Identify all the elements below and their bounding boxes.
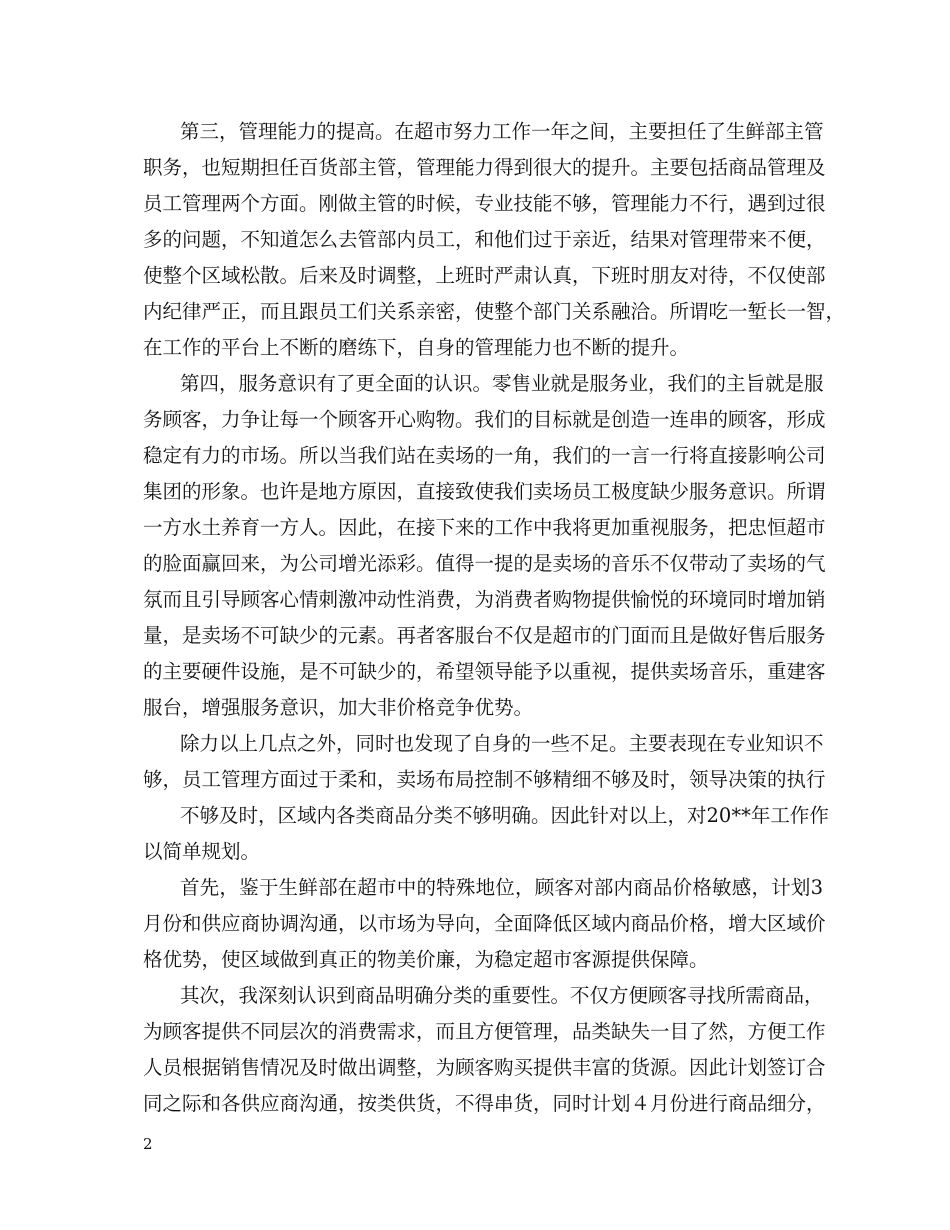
paragraph-line: 一方水土养育一方人。因此，在接下来的工作中我将更加重视服务，把忠恒超市 [143,516,826,539]
paragraph-line: 职务，也短期担任百货部主管，管理能力得到很大的提升。主要包括商品管理及 [143,156,826,179]
paragraph-line: 的主要硬件设施，是不可缺少的，希望领导能予以重视，提供卖场音乐，重建客 [143,660,826,683]
paragraph-line: 不够及时，区域内各类商品分类不够明确。因此针对以上，对20**年工作作 [180,804,829,827]
paragraph-line: 第四，服务意识有了更全面的认识。零售业就是服务业，我们的主旨就是服 [180,372,824,395]
paragraph-line: 使整个区域松散。后来及时调整，上班时严肃认真，下班时朋友对待，不仅使部 [143,264,826,287]
paragraph-line: 稳定有力的市场。所以当我们站在卖场的一角，我们的一言一行将直接影响公司 [143,444,826,467]
paragraph-line: 务顾客，力争让每一个顾客开心购物。我们的目标就是创造一连串的顾客，形成 [143,408,826,431]
paragraph-line: 格优势，使区域做到真正的物美价廉，为稳定超市客源提供保障。 [143,948,709,971]
paragraph-line: 第三，管理能力的提高。在超市努力工作一年之间，主要担任了生鲜部主管 [180,120,824,143]
paragraph-line: 氛而且引导顾客心情刺激冲动性消费，为消费者购物提供愉悦的环境同时增加销 [143,588,826,611]
paragraph-line: 月份和供应商协调沟通，以市场为导向，全面降低区域内商品价格，增大区域价 [143,912,826,935]
page-number: 2 [143,1135,153,1153]
paragraph-line: 除力以上几点之外，同时也发现了自身的一些不足。主要表现在专业知识不 [180,732,824,755]
paragraph-line: 在工作的平台上不断的磨练下，自身的管理能力也不断的提升。 [143,336,690,359]
paragraph-line: 内纪律严正，而且跟员工们关系亲密，使整个部门关系融洽。所谓吃一堑长一智， [143,300,846,323]
paragraph-line: 首先，鉴于生鲜部在超市中的特殊地位，顾客对部内商品价格敏感，计划3 [180,876,823,899]
paragraph-line: 人员根据销售情况及时做出调整，为顾客购买提供丰富的货源。因此计划签订合 [143,1056,826,1079]
paragraph-line: 量，是卖场不可缺少的元素。再者客服台不仅是超市的门面而且是做好售后服务 [143,624,826,647]
paragraph-line: 为顾客提供不同层次的消费需求，而且方便管理，品类缺失一目了然，方便工作 [143,1020,826,1043]
paragraph-line: 其次，我深刻认识到商品明确分类的重要性。不仅方便顾客寻找所需商品， [180,984,824,1007]
paragraph-line: 以简单规划。 [143,840,261,863]
paragraph-line: 同之际和各供应商沟通，按类供货，不得串货，同时计划４月份进行商品细分， [143,1092,826,1115]
paragraph-line: 的脸面赢回来，为公司增光添彩。值得一提的是卖场的音乐不仅带动了卖场的气 [143,552,826,575]
paragraph-line: 员工管理两个方面。刚做主管的时候，专业技能不够，管理能力不行，遇到过很 [143,192,826,215]
paragraph-line: 多的问题，不知道怎么去管部内员工，和他们过于亲近，结果对管理带来不便， [143,228,826,251]
paragraph-line: 集团的形象。也许是地方原因，直接致使我们卖场员工极度缺少服务意识。所谓 [143,480,826,503]
paragraph-line: 服台，增强服务意识，加大非价格竞争优势。 [143,696,534,719]
paragraph-line: 够，员工管理方面过于柔和，卖场布局控制不够精细不够及时，领导决策的执行 [143,768,826,791]
